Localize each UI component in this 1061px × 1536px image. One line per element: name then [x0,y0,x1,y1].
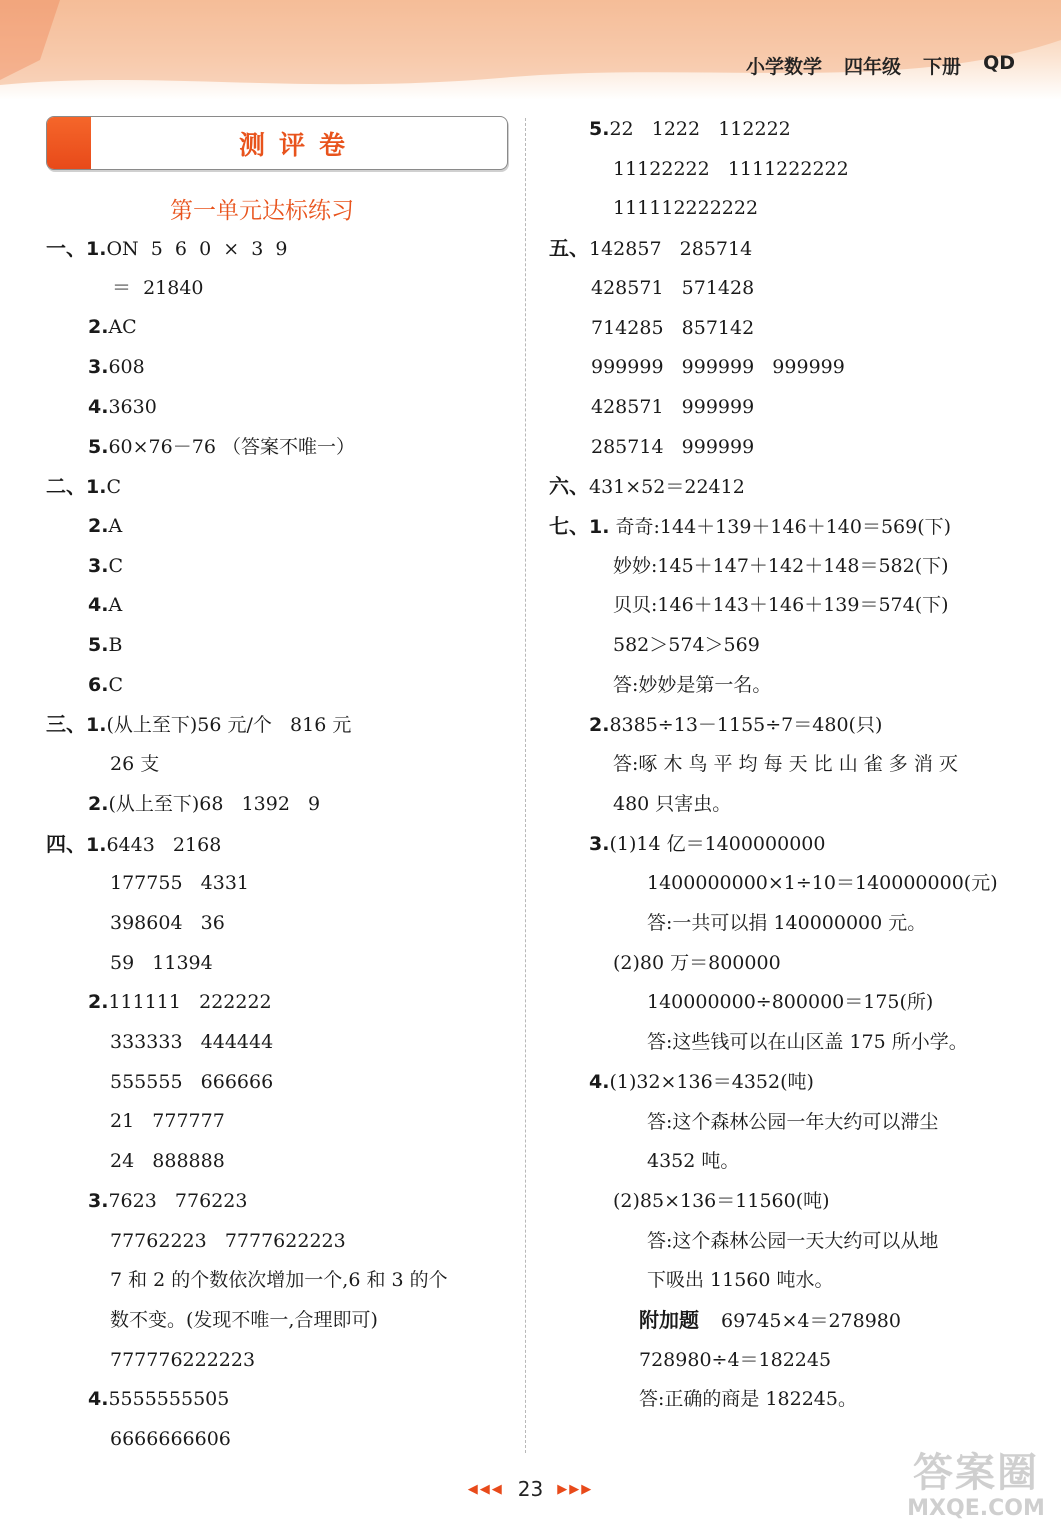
page-number: 23 [517,1477,544,1501]
grade-tag: 四年级 [844,56,902,78]
answer-line [88,792,320,816]
answer-text: 428571 571428 [591,276,755,299]
answer-text: AC [108,316,137,339]
answer-text: 177755 4331 [110,872,250,895]
answer-text: 111111 222222 [108,991,272,1014]
answer-line [613,792,731,816]
section-marker: 一、 [46,236,86,260]
next-arrows-icon: ▶▶▶ [557,1481,594,1497]
answer-text: 555555 666666 [110,1070,274,1093]
answer-text: ON 5 6 0 × 3 9 [106,238,288,260]
answer-line [110,1229,346,1253]
answer-text: C [108,673,123,696]
answer-line [88,355,145,379]
answer-line [110,1030,273,1054]
answer-line [88,554,123,578]
watermark-text: 答案圈 [913,1450,1039,1496]
question-number: 3. [589,832,610,855]
answer-text: 428571 999999 [591,395,755,418]
answer-line [613,633,760,657]
question-number: 1. [86,833,107,856]
answer-text: 答:这些钱可以在山区盖 175 所小学。 [647,1031,968,1054]
column-divider [525,118,526,1453]
answer-line [110,1268,448,1292]
answer-line [110,1149,225,1173]
question-number: 1. [86,238,107,260]
answer-line [110,871,249,895]
answer-line [613,157,849,181]
section-title-box [46,116,508,170]
answer-text: A [108,514,123,537]
answer-text: 4352 吨。 [647,1150,740,1173]
question-number: 2. [88,316,109,339]
question-number: 2. [589,713,610,736]
answer-line [88,1189,247,1213]
answer-line [112,276,204,300]
answer-text: 答:正确的商是 182245。 [639,1388,857,1411]
answer-line [639,1308,901,1333]
section-marker: 附加题 [639,1308,699,1332]
answer-text: 333333 444444 [110,1031,274,1053]
answer-text: 答:啄 木 鸟 平 均 每 天 比 山 雀 多 消 灭 [613,753,958,776]
answer-text: 26 支 [110,753,160,776]
question-number: 1. [86,714,107,737]
answer-text: 22 1222 112222 [609,118,791,140]
section-marker: 三、 [46,712,86,737]
answer-line [591,316,754,340]
question-number: 1. [589,516,610,538]
answer-text: 6443 2168 [106,833,222,856]
answer-text: 7623 776223 [108,1189,248,1212]
answer-text: 608 [108,356,145,379]
question-number: 4. [589,1070,610,1093]
answer-text: 777776222223 [110,1348,256,1371]
answer-line [647,911,926,935]
answer-text: 714285 857142 [591,316,755,339]
question-number: 3. [88,1189,109,1212]
answer-line [110,752,159,776]
answer-text: 77762223 7777622223 [110,1229,346,1252]
answer-line [110,1070,273,1094]
answer-line [647,990,933,1014]
section-marker: 五、 [549,236,589,261]
answer-line [110,1427,231,1451]
book-info-tags [746,52,1015,79]
answer-text: 21 777777 [110,1110,225,1133]
answer-line [549,514,951,539]
answer-text: 431×52＝22412 [589,476,745,499]
answer-line [110,1348,255,1372]
answer-text: 69745×4＝278980 [721,1310,901,1332]
answer-text: 1400000000×1÷10＝140000000(元) [647,872,998,895]
answer-line [591,395,754,419]
answer-text: 妙妙:145＋147＋142＋148＝582(下) [613,554,949,577]
answer-text: 11122222 1111222222 [613,157,849,180]
answer-text: 24 888888 [110,1150,225,1173]
answer-text: 582＞574＞569 [613,634,760,657]
answer-line [589,117,791,141]
answer-line [88,673,123,697]
question-number: 3. [88,356,109,379]
section-title-tab [47,117,91,169]
answer-text: 3630 [108,395,157,418]
answer-line [613,554,949,578]
answer-line [88,990,272,1014]
answer-line [647,1030,968,1054]
section-marker: 四、 [46,831,86,856]
answer-text: 答:一共可以捐 140000000 元。 [647,912,927,934]
answer-line [639,1387,857,1411]
section-marker: 七、 [549,514,589,538]
answer-line [110,951,213,975]
answer-text: (1)32×136＝4352(吨) [609,1070,814,1093]
answer-line [46,832,221,857]
answer-text: 60×76－76 （答案不唯一） [108,435,355,458]
answer-text: 8385÷13－1155÷7＝480(只) [609,713,883,736]
answer-line [549,474,745,499]
answer-text: B [108,634,123,656]
answer-text: 答:这个森林公园一年大约可以滞尘 [647,1110,939,1133]
watermark-url: MXQE.COM [907,1496,1045,1521]
answer-text: 6666666606 [110,1428,231,1450]
answer-line [110,1308,378,1332]
question-number: 4. [88,594,109,617]
answer-line [639,1348,831,1372]
answer-line [88,593,122,617]
section-title: 测评卷 [238,130,359,161]
answer-text: C [108,554,123,577]
question-number: 2. [88,991,109,1014]
watermark-logo [901,1450,1051,1530]
answer-line [589,832,825,856]
section-marker: 二、 [46,474,86,499]
answer-line [613,951,781,975]
answer-line [613,752,958,776]
answer-text: 5555555505 [108,1388,230,1411]
question-number: 6. [88,673,109,696]
answer-line [613,1189,830,1213]
answer-line [88,395,157,419]
answer-line [647,1268,834,1292]
answer-line [589,713,882,737]
answer-line [110,911,225,935]
answer-line [88,514,122,538]
answer-line [46,712,351,737]
question-number: 5. [88,634,109,656]
question-number: 3. [88,554,109,577]
answer-text: 142857 285714 [589,238,753,261]
answer-text: A [108,594,123,617]
prev-arrows-icon: ◀◀◀ [467,1481,504,1497]
answer-line [613,593,949,617]
answer-text: 140000000÷800000＝175(所) [647,991,934,1014]
answer-line [647,1110,938,1134]
answer-text: 285714 999999 [591,435,755,458]
answer-text: 下吸出 11560 吨水。 [647,1269,834,1292]
answer-text: (从上至下)68 1392 9 [108,792,321,815]
subject-tag: 小学数学 [746,56,823,78]
question-number: 2. [88,514,109,537]
answer-line [591,355,845,379]
answer-text: 480 只害虫。 [613,792,732,815]
question-number: 5. [589,118,610,140]
edition-tag: QD [983,52,1015,74]
answer-text: 999999 999999 999999 [591,356,845,379]
answer-text: 贝贝:146＋143＋146＋139＝574(下) [613,594,949,617]
answer-line [647,871,998,895]
answer-line [46,474,121,499]
answer-text: 答:妙妙是第一名。 [613,673,772,696]
answer-text: 59 11394 [110,951,213,974]
volume-tag: 下册 [923,56,962,78]
answer-line [613,673,771,697]
answer-text: ＝ 21840 [112,276,204,299]
question-number: 2. [88,792,109,815]
answer-line [647,1229,938,1253]
answer-text: 7 和 2 的个数依次增加一个,6 和 3 的个 [110,1269,448,1292]
answer-text: (1)14 亿＝1400000000 [609,832,826,855]
question-number: 1. [86,476,107,499]
answer-line [589,1070,814,1094]
answer-text: 答:这个森林公园一天大约可以从地 [647,1229,939,1252]
answer-line [591,435,754,459]
answer-text: 728980÷4＝182245 [639,1348,832,1371]
answer-line [591,276,754,300]
answer-line [88,435,355,459]
answer-text: 398604 36 [110,911,225,934]
answer-text: C [106,476,121,499]
question-number: 4. [88,395,109,418]
answer-line [88,633,122,657]
answer-text: (2)80 万＝800000 [613,951,781,974]
answer-text: 111112222222 [613,197,759,220]
answer-line [549,236,752,261]
answer-line [647,1149,739,1173]
answer-line [88,1387,229,1411]
answer-line [46,236,288,261]
header-wave-decoration [0,0,1061,100]
answer-text: (2)85×136＝11560(吨) [613,1189,830,1212]
question-number: 5. [88,435,109,458]
answer-line [613,196,758,220]
answer-line [88,315,137,339]
question-number: 4. [88,1388,109,1411]
answer-text: 奇奇:144＋139＋146＋140＝569(下) [609,516,952,538]
answer-text: (从上至下)56 元/个 816 元 [106,714,352,737]
section-marker: 六、 [549,474,589,499]
answer-line [110,1109,225,1133]
unit-title: 第一单元达标练习 [170,198,354,224]
answer-text: 数不变。(发现不唯一,合理即可) [110,1308,378,1331]
